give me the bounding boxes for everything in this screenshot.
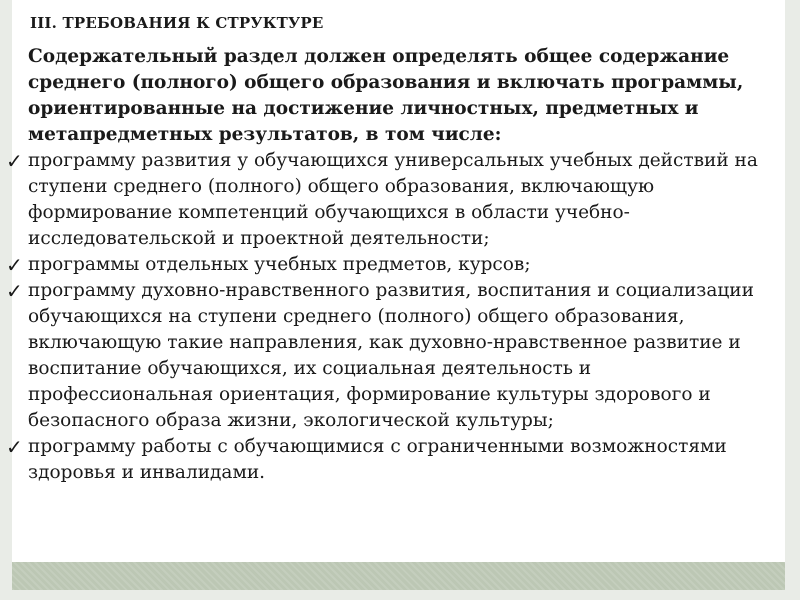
- list-item: [6, 434, 776, 486]
- list-item: [6, 278, 776, 434]
- slide-frame-bottom: [12, 590, 785, 600]
- intro-paragraph: Содержательный раздел должен определять общее содержание среднего (полного) общего образования и включать программы, ориентированные на достижение личностных, предметных и метапредметных результатов, в том числе:: [28, 46, 744, 145]
- list-item-text: программу работы с обучающимися с ограниченными возможностями здоровья и инвалидами.: [28, 436, 727, 483]
- list-item-text: программу духовно-нравственного развития, воспитания и социализации обучающихся на ступени среднего (полного) общего образования, включающую такие направления, как духовно-нравственное развитие и воспитание обучающихся, их социальная деятельность и профессиональная ориентация, формирование культуры здорового и безопасного образа жизни, экологической культуры;: [28, 280, 754, 431]
- check-icon: ✓: [6, 279, 23, 303]
- requirements-list: [6, 148, 776, 486]
- slide-content: [6, 14, 776, 486]
- check-icon: ✓: [6, 149, 23, 173]
- slide-frame-right: [785, 0, 800, 600]
- list-item: [6, 148, 776, 252]
- list-item-text: программу развития у обучающихся универсальных учебных действий на ступени среднего (полного) общего образования, включающую формирование компетенций обучающихся в области учебно-исследовательской и проектной деятельности;: [28, 150, 758, 249]
- section-title: III. ТРЕБОВАНИЯ К СТРУКТУРЕ: [30, 14, 324, 32]
- list-item: [6, 252, 776, 278]
- list-item-text: программы отдельных учебных предметов, курсов;: [28, 254, 531, 275]
- check-icon: ✓: [6, 253, 23, 277]
- check-icon: ✓: [6, 435, 23, 459]
- slide-footer-bar: [12, 562, 785, 590]
